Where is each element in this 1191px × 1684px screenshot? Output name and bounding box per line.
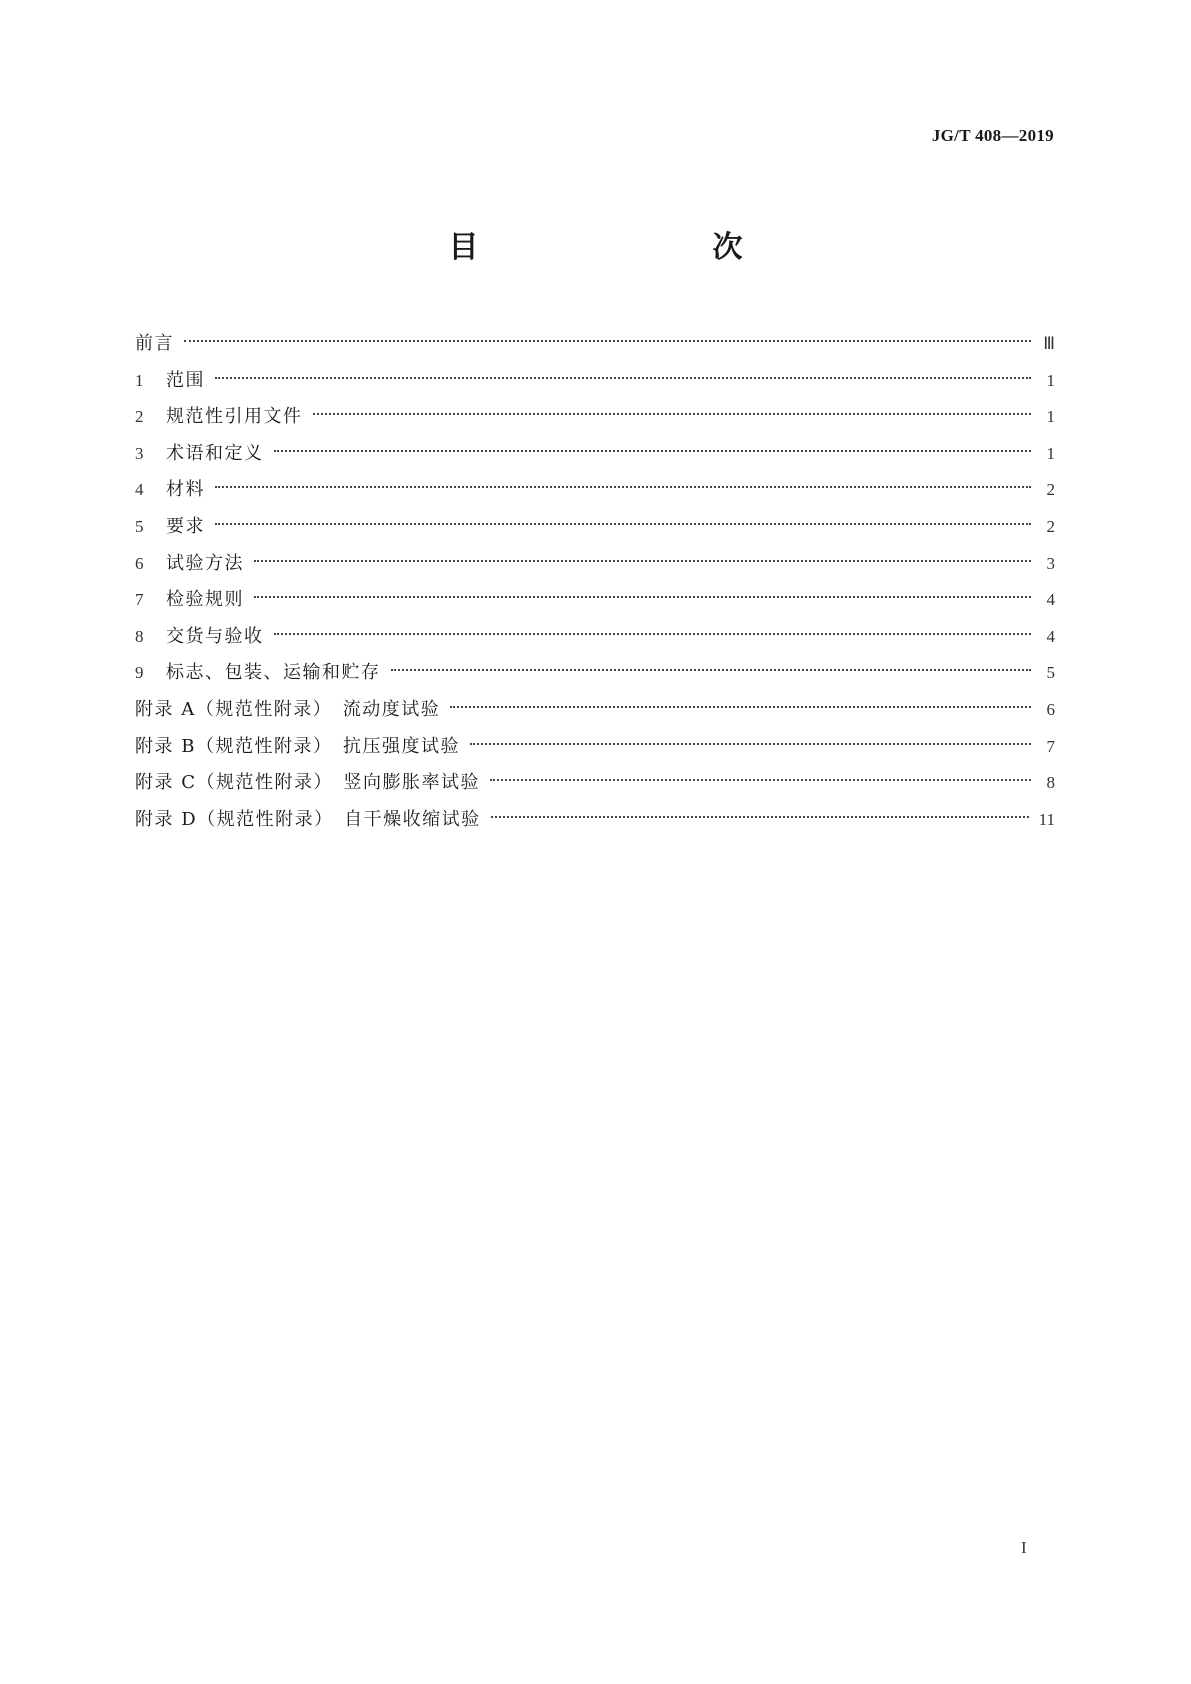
standard-code: JG/T 408—2019 [931,126,1054,145]
toc-entry-number: 4 [135,480,144,500]
dot-leader [313,413,1032,415]
dot-leader [254,560,1031,562]
toc-entry-7[interactable] [135,582,1055,619]
toc-entry-page: 2 [1046,480,1055,500]
dot-leader [490,779,1031,781]
toc-entry-title: 要求 [166,515,205,537]
toc-entry-title: 附录 A（规范性附录） 流动度试验 [135,698,441,720]
dot-leader [391,669,1032,671]
toc-entry-page: Ⅲ [1043,334,1055,353]
toc-entry-3[interactable] [135,436,1055,473]
dot-leader [215,523,1031,525]
toc-entry-number: 7 [135,590,144,610]
toc-entry-page: 7 [1046,736,1055,756]
dot-leader [254,596,1031,598]
dot-leader [215,377,1031,379]
toc-entry-title: 交货与验收 [166,625,264,647]
toc-entry-title: 规范性引用文件 [166,406,303,428]
toc-entry-page: 4 [1046,590,1055,610]
table-of-contents [135,326,1055,838]
dot-leader [491,816,1029,818]
toc-entry-number: 8 [135,626,144,646]
toc-entry-5[interactable] [135,509,1055,546]
toc-entry-title: 材料 [166,479,205,501]
toc-entry-1[interactable] [135,363,1055,400]
dot-leader [215,486,1031,488]
toc-entry-number: 9 [135,663,144,683]
toc-entry-title: 范围 [166,369,205,391]
toc-entry-number: 1 [135,370,144,390]
toc-entry-preface[interactable] [135,326,1055,363]
toc-entry-page: 4 [1046,626,1055,646]
toc-entry-title: 附录 C（规范性附录） 竖向膨胀率试验 [135,772,480,794]
footer-page-number: I [1021,1538,1027,1557]
toc-entry-title: 附录 B（规范性附录） 抗压强度试验 [135,735,460,757]
toc-entry-2[interactable] [135,399,1055,436]
toc-entry-page: 8 [1046,773,1055,793]
page-title: 目 次 [448,230,801,265]
dot-leader [184,340,1031,342]
toc-entry-page: 6 [1046,699,1055,719]
toc-entry-appendix-c[interactable] [135,765,1055,802]
toc-entry-title: 附录 D（规范性附录） 自干燥收缩试验 [135,808,481,830]
toc-entry-title: 前言 [135,333,174,354]
toc-entry-page: 3 [1046,553,1055,573]
toc-entry-number: 5 [135,516,144,536]
dot-leader [274,450,1032,452]
toc-entry-page: 1 [1046,443,1055,463]
toc-entry-6[interactable] [135,546,1055,583]
toc-entry-9[interactable] [135,655,1055,692]
toc-entry-page: 5 [1046,663,1055,683]
toc-entry-appendix-a[interactable] [135,692,1055,729]
toc-entry-title: 试验方法 [166,552,244,574]
toc-entry-appendix-d[interactable] [135,802,1055,839]
toc-entry-page: 1 [1046,407,1055,427]
toc-entry-page: 1 [1046,370,1055,390]
toc-entry-page: 2 [1046,516,1055,536]
toc-entry-title: 检验规则 [166,589,244,611]
toc-entry-title: 标志、包装、运输和贮存 [166,662,381,684]
toc-entry-number: 3 [135,443,144,463]
dot-leader [274,633,1032,635]
dot-leader [470,743,1031,745]
toc-entry-page: 11 [1038,809,1055,829]
toc-entry-appendix-b[interactable] [135,729,1055,766]
toc-entry-number: 6 [135,553,144,573]
toc-entry-number: 2 [135,407,144,427]
dot-leader [450,706,1031,708]
toc-entry-4[interactable] [135,472,1055,509]
toc-entry-title: 术语和定义 [166,442,264,464]
toc-entry-8[interactable] [135,619,1055,656]
